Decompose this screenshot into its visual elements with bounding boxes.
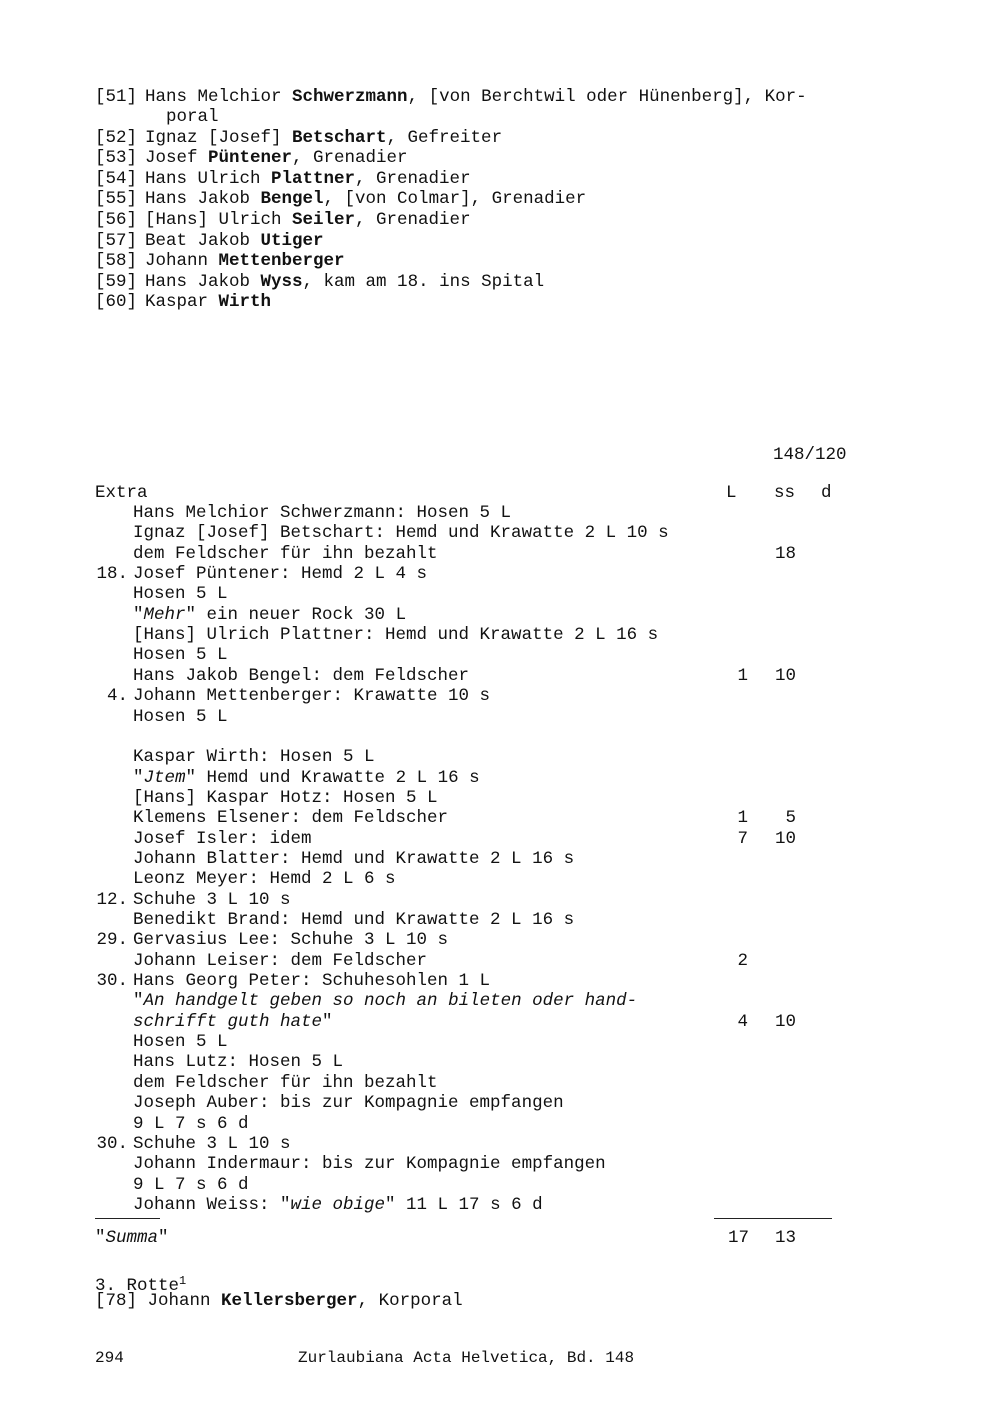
entry-text: Josef Isler: idem <box>133 829 312 849</box>
entry-text: Hosen 5 L <box>133 584 228 604</box>
entry-text: Hosen 5 L <box>133 707 228 727</box>
entry-text: Beat Jakob <box>145 231 261 251</box>
surname: Bengel <box>260 189 324 209</box>
roster-entry <box>145 272 544 292</box>
roster-number: [52] <box>95 128 138 148</box>
expense-text <box>133 788 438 808</box>
expense-text <box>133 645 228 665</box>
date-prefix: 18. <box>96 564 128 584</box>
date-prefix: 12. <box>96 890 128 910</box>
expense-text <box>133 1195 543 1215</box>
expense-text <box>133 1154 606 1174</box>
entry-text: 9 L 7 s 6 d <box>133 1175 249 1195</box>
entry-text: Josef <box>145 148 209 168</box>
column-header-d: d <box>821 483 832 503</box>
entry-text: " Hemd und Krawatte 2 L 16 s <box>185 768 480 788</box>
roster-entry <box>145 231 324 251</box>
amount-l: 1 <box>737 666 748 686</box>
entry-text: Johann <box>137 1291 222 1311</box>
expense-text <box>133 808 448 828</box>
summa-label: Summa <box>105 1228 159 1248</box>
expense-text <box>133 1175 249 1195</box>
entry-text: " 11 L 17 s 6 d <box>385 1195 543 1215</box>
surname: Wirth <box>218 292 272 312</box>
column-header-ss: ss <box>774 483 796 503</box>
expense-text <box>133 686 490 706</box>
sum-rule <box>714 1218 832 1219</box>
expense-text <box>133 707 228 727</box>
surname: Schwerzmann <box>292 87 408 107</box>
roster-number: [54] <box>95 169 138 189</box>
entry-text: Hans Jakob Bengel: dem Feldscher <box>133 666 470 686</box>
entry-text: Hans Melchior <box>145 87 293 107</box>
quoted-source-text: An handgelt geben so noch an bileten oder hand- <box>143 991 638 1011</box>
roster-entry <box>145 87 807 107</box>
last-entry <box>95 1291 463 1311</box>
entry-text: , kam am 18. ins Spital <box>302 272 545 292</box>
entry-text: dem Feldscher für ihn bezahlt <box>133 544 438 564</box>
roster-entry <box>145 292 271 312</box>
roster-number: [55] <box>95 189 138 209</box>
roster-number: [59] <box>95 272 138 292</box>
surname: Püntener <box>208 148 293 168</box>
entry-text: Leonz Meyer: Hemd 2 L 6 s <box>133 869 396 889</box>
expense-text <box>133 890 291 910</box>
entry-text: " <box>322 1012 333 1032</box>
entry-text: Joseph Auber: bis zur Kompagnie empfangen <box>133 1093 564 1113</box>
publication-title: Zurlaubiana Acta Helvetica, Bd. 148 <box>298 1349 635 1367</box>
surname: Betschart <box>292 128 387 148</box>
entry-text: Johann Leiser: dem Feldscher <box>133 951 428 971</box>
entry-text: Schuhe 3 L 10 s <box>133 890 291 910</box>
entry-text: Johann <box>145 251 219 271</box>
expense-text <box>133 544 438 564</box>
entry-text: , Grenadier <box>355 169 471 189</box>
column-header-l: L <box>726 483 737 503</box>
date-prefix: 30. <box>96 971 128 991</box>
roster-entry <box>145 107 219 127</box>
expense-text <box>133 930 448 950</box>
entry-text: " <box>133 768 144 788</box>
surname: Wyss <box>260 272 303 292</box>
roster-number: [51] <box>95 87 138 107</box>
expense-text <box>133 829 312 849</box>
expense-text <box>133 1134 291 1154</box>
expense-text <box>133 1093 564 1113</box>
roster-number: [53] <box>95 148 138 168</box>
expense-text <box>133 971 490 991</box>
entry-text: Schuhe 3 L 10 s <box>133 1134 291 1154</box>
amount-l: 4 <box>737 1012 748 1032</box>
amount-ss: 10 <box>774 829 796 849</box>
expense-text <box>133 1073 438 1093</box>
surname: Utiger <box>260 231 324 251</box>
amount-ss: 10 <box>774 666 796 686</box>
entry-text: poral <box>145 107 219 127</box>
entry-text: " <box>133 991 144 1011</box>
page-number: 294 <box>95 1349 124 1367</box>
amount-ss: 18 <box>774 544 796 564</box>
entry-text: [Hans] Ulrich Plattner: Hemd und Krawatte 2 L 16 s <box>133 625 659 645</box>
expense-text <box>133 768 480 788</box>
roster-number: [57] <box>95 231 138 251</box>
expense-text <box>133 666 469 686</box>
footnote-marker: 1 <box>179 1274 187 1288</box>
entry-text: Josef Püntener: Hemd 2 L 4 s <box>133 564 428 584</box>
amount-ss: 10 <box>774 1012 796 1032</box>
summa-l: 17 <box>728 1228 750 1248</box>
expense-text <box>133 1032 228 1052</box>
expense-text <box>133 625 658 645</box>
roster-entry <box>145 189 586 209</box>
entry-text: Klemens Elsener: dem Feldscher <box>133 808 449 828</box>
entry-text: [Hans] Kaspar Hotz: Hosen 5 L <box>133 788 438 808</box>
entry-text: Hans Jakob <box>145 189 261 209</box>
expense-text <box>133 523 669 543</box>
amount-l: 7 <box>737 829 748 849</box>
roster-number: [58] <box>95 251 138 271</box>
roster-entry <box>145 169 471 189</box>
summa-row: "Summa" <box>95 1228 169 1248</box>
date-prefix: 4. <box>106 686 128 706</box>
expense-text <box>133 605 406 625</box>
entry-text: Gervasius Lee: Schuhe 3 L 10 s <box>133 930 449 950</box>
expense-text <box>133 910 574 930</box>
quoted-source-text: schrifft guth hate <box>133 1012 323 1032</box>
surname: Seiler <box>292 210 356 230</box>
entry-text: Hans Ulrich <box>145 169 272 189</box>
expense-text <box>133 991 637 1011</box>
text-rule <box>95 1218 160 1219</box>
entry-text: Ignaz [Josef] <box>145 128 293 148</box>
entry-text: dem Feldscher für ihn bezahlt <box>133 1073 438 1093</box>
date-prefix: 29. <box>96 930 128 950</box>
roster-entry <box>145 251 345 271</box>
roster-entry <box>145 148 408 168</box>
expense-text <box>133 1012 333 1032</box>
entry-text: Hans Lutz: Hosen 5 L <box>133 1052 344 1072</box>
entry-text: Hosen 5 L <box>133 645 228 665</box>
expense-text <box>133 1052 343 1072</box>
entry-text: " ein neuer Rock 30 L <box>185 605 407 625</box>
surname: Kellersberger <box>221 1291 358 1311</box>
rotte-label: 3. Rotte <box>95 1276 180 1296</box>
roster-number: [60] <box>95 292 138 312</box>
entry-text: , [von Colmar], Grenadier <box>323 189 587 209</box>
entry-text: , Grenadier <box>355 210 471 230</box>
entry-text: , [von Berchtwil oder Hünenberg], Kor- <box>407 87 807 107</box>
expense-text <box>133 869 396 889</box>
entry-text: 9 L 7 s 6 d <box>133 1114 249 1134</box>
entry-text: Hosen 5 L <box>133 1032 228 1052</box>
entry-text: Hans Melchior Schwerzmann: Hosen 5 L <box>133 503 512 523</box>
expense-text <box>133 747 375 767</box>
roster-number: [56] <box>95 210 138 230</box>
rotte-heading <box>95 1271 187 1296</box>
entry-text: Johann Weiss: " <box>133 1195 291 1215</box>
entry-text: , Korporal <box>357 1291 463 1311</box>
folio-number: 148/120 <box>773 445 847 465</box>
amount-l: 2 <box>737 951 748 971</box>
expense-text <box>133 849 574 869</box>
expense-text <box>133 1114 249 1134</box>
date-prefix: 30. <box>96 1134 128 1154</box>
last-entry-text <box>137 1291 463 1311</box>
quoted-source-text: Jtem <box>143 768 186 788</box>
entry-text: Hans Jakob <box>145 272 261 292</box>
entry-text: Johann Indermaur: bis zur Kompagnie empfangen <box>133 1154 606 1174</box>
expense-text <box>133 564 427 584</box>
surname: Plattner <box>271 169 356 189</box>
quoted-source-text: Mehr <box>143 605 186 625</box>
roster-entry <box>145 210 471 230</box>
extra-heading: Extra <box>95 483 148 503</box>
expense-text <box>133 951 427 971</box>
entry-text: Benedikt Brand: Hemd und Krawatte 2 L 16 s <box>133 910 575 930</box>
entry-text: Kaspar Wirth: Hosen 5 L <box>133 747 375 767</box>
amount-l: 1 <box>737 808 748 828</box>
expense-text <box>133 584 228 604</box>
entry-text: , Grenadier <box>292 148 408 168</box>
entry-text: , Gefreiter <box>386 128 503 148</box>
entry-text: Ignaz [Josef] Betschart: Hemd und Krawatte 2 L 10 s <box>133 523 669 543</box>
entry-text: Johann Blatter: Hemd und Krawatte 2 L 16 s <box>133 849 575 869</box>
entry-text: Kaspar <box>145 292 219 312</box>
summa-s: 13 <box>774 1228 796 1248</box>
amount-ss: 5 <box>785 808 796 828</box>
quoted-source-text: wie obige <box>290 1195 386 1215</box>
last-entry-number: [78] <box>95 1291 138 1311</box>
entry-text: " <box>133 605 144 625</box>
entry-text: Johann Mettenberger: Krawatte 10 s <box>133 686 491 706</box>
expense-text <box>133 503 511 523</box>
roster-entry <box>145 128 502 148</box>
entry-text: Hans Georg Peter: Schuhesohlen 1 L <box>133 971 491 991</box>
surname: Mettenberger <box>218 251 345 271</box>
entry-text: [Hans] Ulrich <box>145 210 293 230</box>
